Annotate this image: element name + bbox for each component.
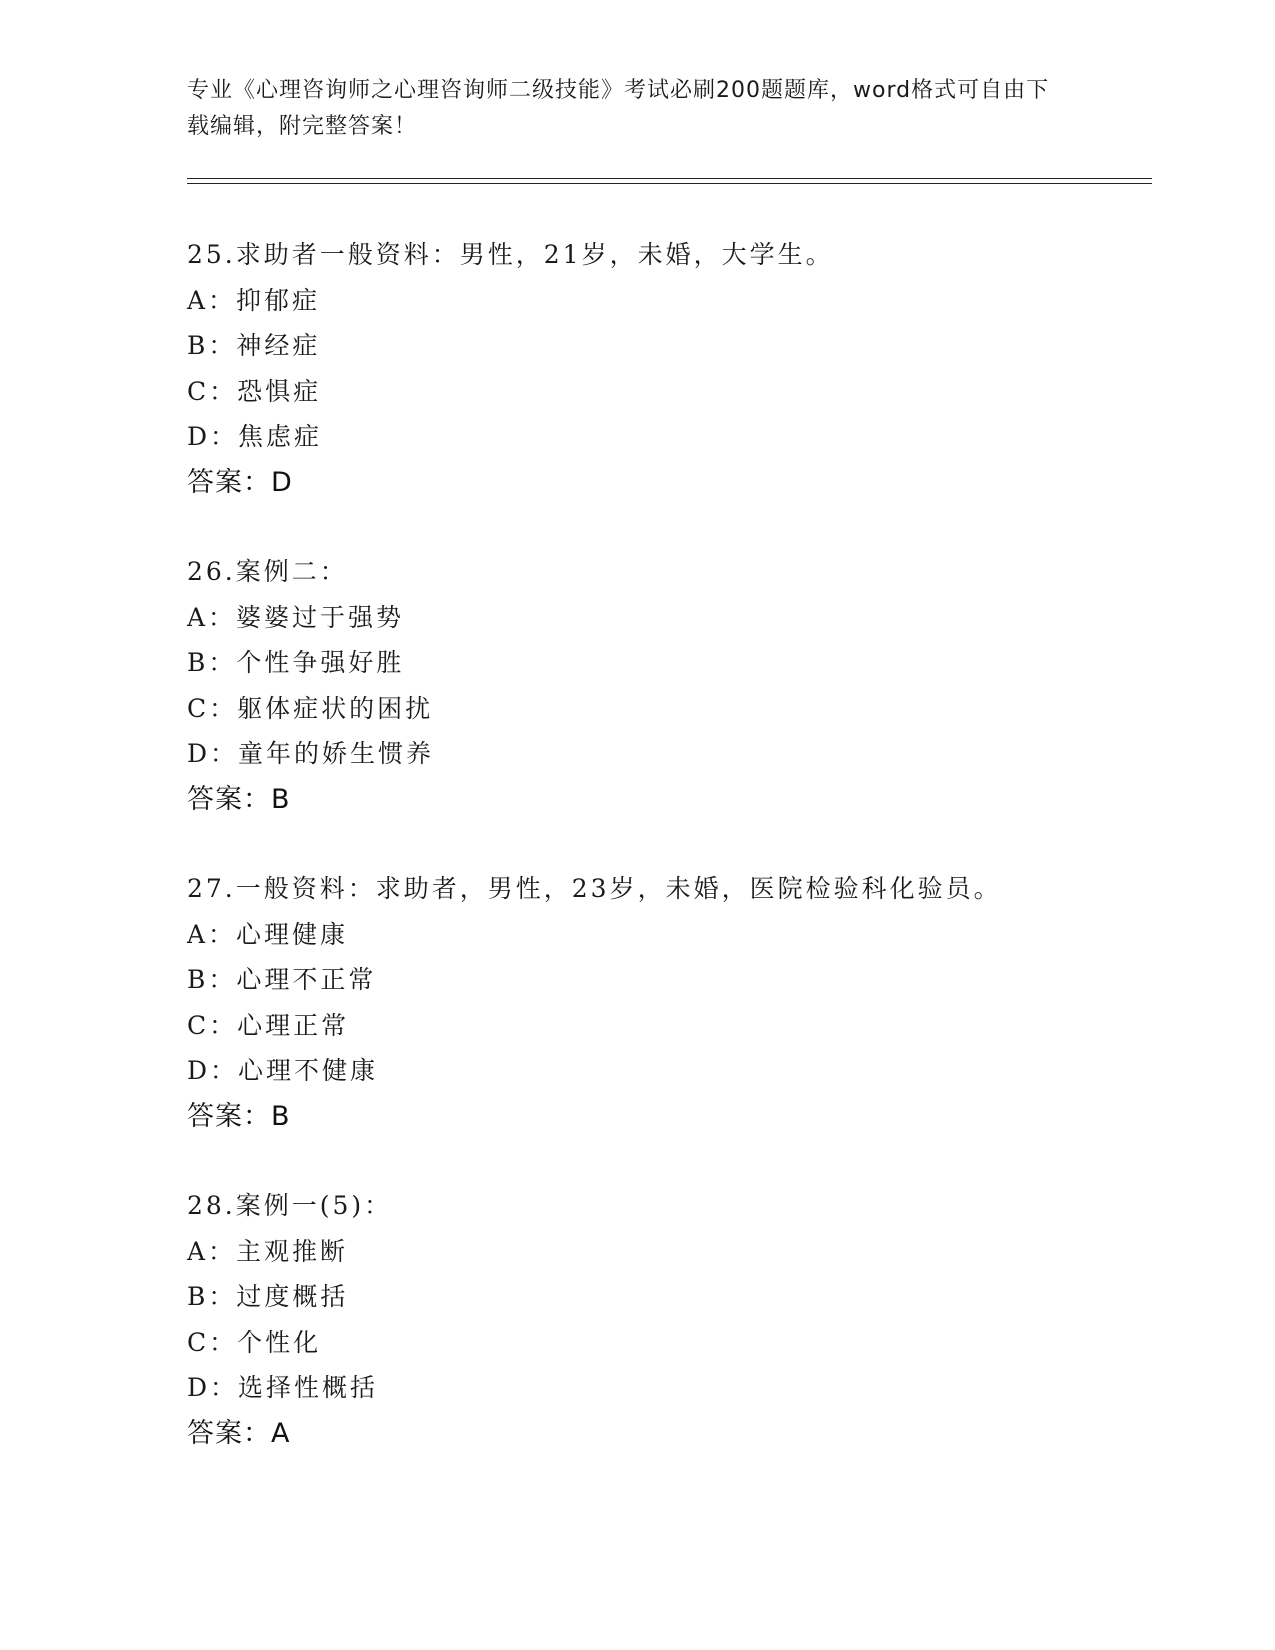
question-26 (187, 549, 1147, 822)
option-c: C：个性化 (187, 1327, 322, 1357)
header-rule-top (187, 178, 1152, 179)
option-d: D：心理不健康 (187, 1056, 379, 1085)
option-c: C：躯体症状的困扰 (187, 693, 434, 723)
option-d: D：童年的娇生惯养 (187, 739, 435, 768)
question-stem: 26.案例二： (187, 557, 348, 586)
answer-line: 答案：B (187, 783, 291, 815)
question-list (187, 232, 1147, 1500)
option-d: D：选择性概括 (187, 1373, 379, 1402)
option-b: B：心理不正常 (187, 965, 377, 994)
option-a: A：抑郁症 (187, 285, 321, 315)
question-28 (187, 1183, 1147, 1456)
option-b: B：过度概括 (187, 1282, 349, 1311)
document-header: 专业《心理咨询师之心理咨询师二级技能》考试必刷200题题库，word格式可自由下载编辑，附完整答案！ (187, 78, 1050, 139)
option-a: A：婆婆过于强势 (187, 602, 405, 632)
answer-line: 答案：D (187, 466, 293, 498)
question-27 (187, 866, 1147, 1139)
option-c: C：恐惧症 (187, 376, 322, 406)
option-a: A：心理健康 (187, 919, 349, 949)
question-25 (187, 232, 1147, 505)
answer-line: 答案：A (187, 1417, 291, 1449)
question-stem: 25.求助者一般资料：男性，21岁，未婚，大学生。 (187, 240, 834, 269)
question-stem: 27.一般资料：求助者，男性，23岁，未婚，医院检验科化验员。 (187, 874, 1002, 903)
option-b: B：神经症 (187, 331, 321, 360)
question-stem: 28.案例一(5)： (187, 1191, 393, 1220)
option-b: B：个性争强好胜 (187, 648, 405, 677)
option-d: D：焦虑症 (187, 422, 323, 451)
option-a: A：主观推断 (187, 1236, 349, 1266)
option-c: C：心理正常 (187, 1010, 350, 1040)
header-rule-bottom (187, 183, 1152, 184)
answer-line: 答案：B (187, 1100, 291, 1132)
